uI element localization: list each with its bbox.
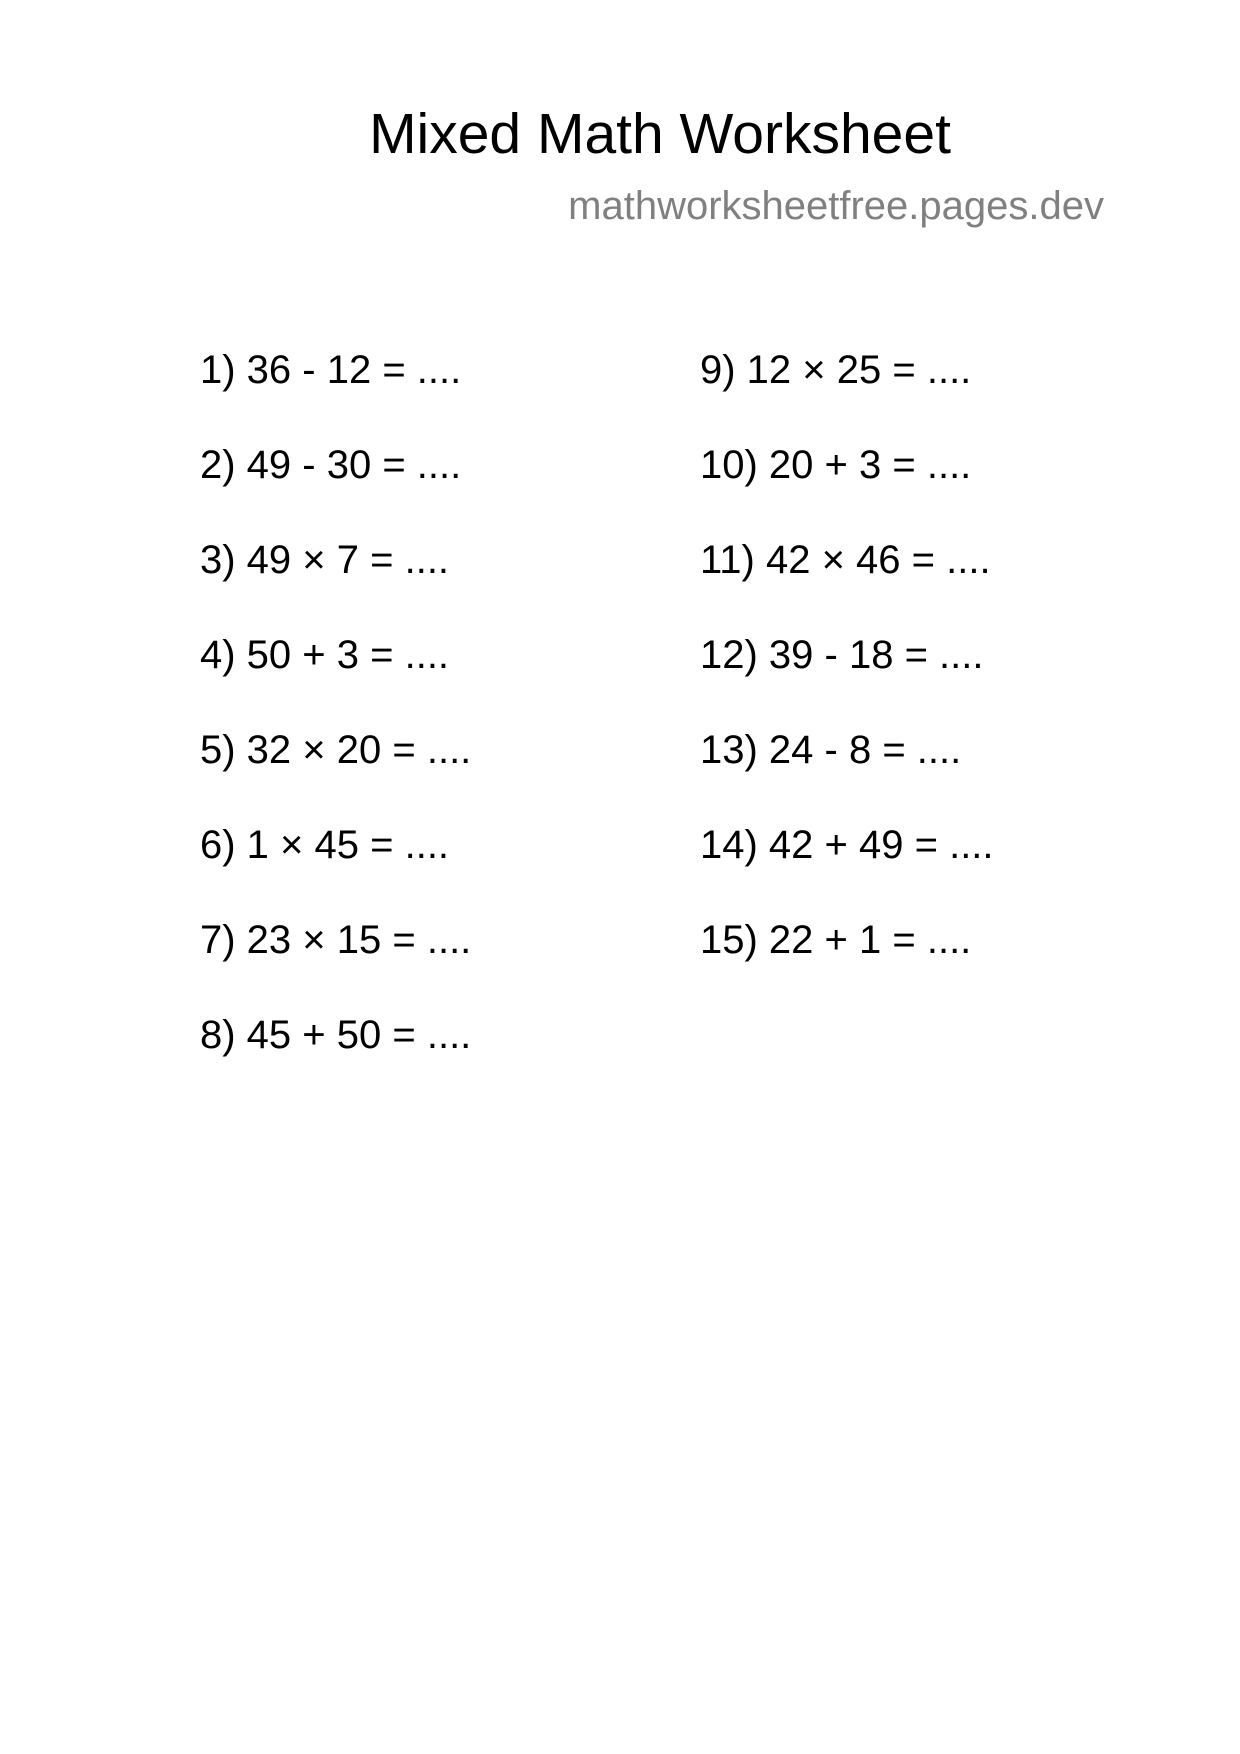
problem-4: 4) 50 + 3 = .... (200, 633, 450, 677)
problem-10: 10) 20 + 3 = .... (700, 443, 972, 487)
problems-left-column (200, 345, 471, 1105)
problem-15: 15) 22 + 1 = .... (700, 918, 972, 962)
problem-6: 6) 1 × 45 = .... (200, 823, 450, 867)
problem-12: 12) 39 - 18 = .... (700, 633, 984, 677)
problem-9: 9) 12 × 25 = .... (700, 348, 972, 392)
problem-14: 14) 42 + 49 = .... (700, 823, 994, 867)
problems-right-column (700, 345, 994, 1010)
problem-1: 1) 36 - 12 = .... (200, 348, 462, 392)
problem-11: 11) 42 × 46 = .... (700, 538, 991, 582)
problem-5: 5) 32 × 20 = .... (200, 728, 472, 772)
problem-13: 13) 24 - 8 = .... (700, 728, 962, 772)
problem-8: 8) 45 + 50 = .... (200, 1013, 472, 1057)
site-url: mathworksheetfree.pages.dev (568, 184, 1104, 228)
worksheet-title: Mixed Math Worksheet (369, 102, 951, 166)
problem-7: 7) 23 × 15 = .... (200, 918, 472, 962)
problem-2: 2) 49 - 30 = .... (200, 443, 462, 487)
problem-3: 3) 49 × 7 = .... (200, 538, 450, 582)
